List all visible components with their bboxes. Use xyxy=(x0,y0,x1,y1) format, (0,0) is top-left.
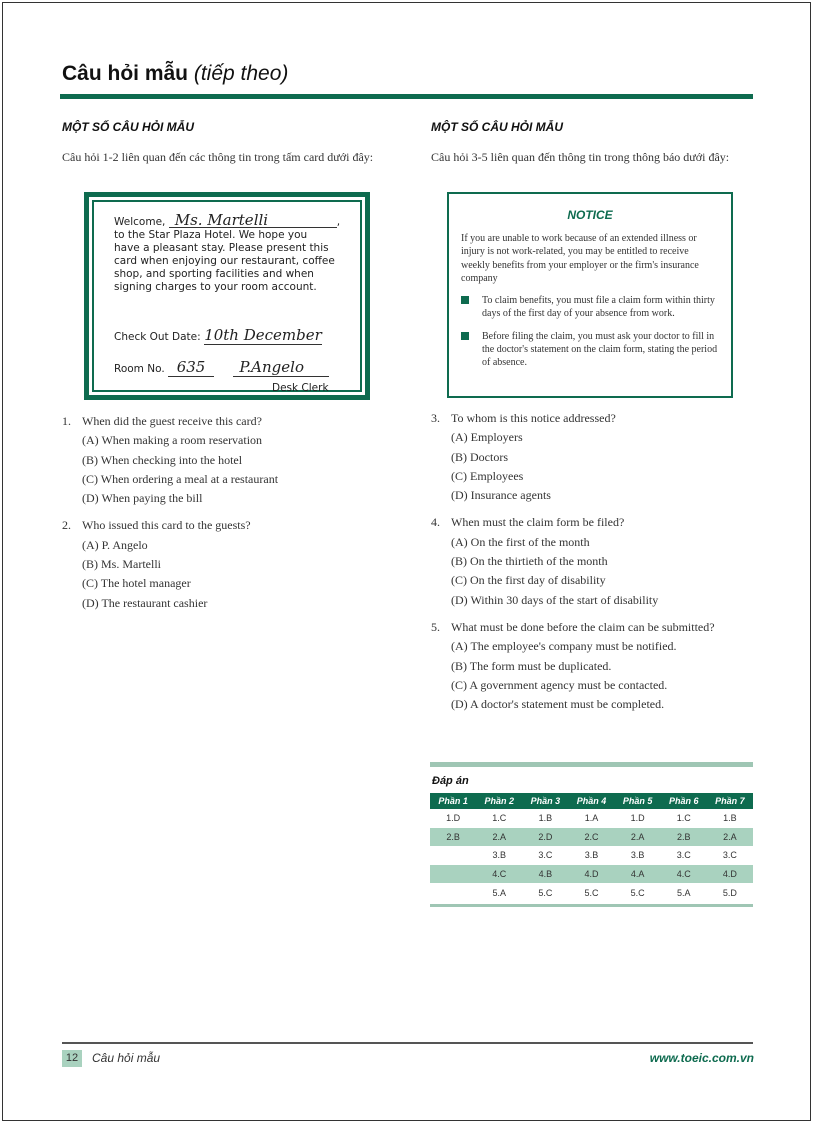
answer-option: (D) A doctor's statement must be completed. xyxy=(451,697,665,712)
table-cell: 2.B xyxy=(430,828,476,847)
column-header: Phần 7 xyxy=(707,793,753,809)
answer-key xyxy=(430,762,753,907)
answer-option: (B) On the thirtieth of the month xyxy=(451,554,608,569)
answer-option: (A) When making a room reservation xyxy=(82,433,263,448)
notice-title: NOTICE xyxy=(567,208,613,222)
question-4 xyxy=(431,513,753,609)
question-text: When did the guest receive this card? xyxy=(82,414,262,428)
table-cell: 5.C xyxy=(584,887,599,898)
question-text: To whom is this notice addressed? xyxy=(451,411,616,425)
question-number: 4. xyxy=(431,515,440,530)
table-cell: 2.A xyxy=(707,828,753,847)
notice-box xyxy=(447,192,733,398)
table-cell: 4.C xyxy=(476,865,522,884)
page-number: 12 xyxy=(62,1050,82,1067)
card-room-row xyxy=(114,358,329,377)
question-5 xyxy=(431,618,753,714)
footer-rule xyxy=(62,1042,753,1044)
column-header: Phần 6 xyxy=(661,793,707,809)
table-cell: 4.D xyxy=(707,865,753,884)
answer-option: (A) The employee's company must be notified. xyxy=(451,639,677,654)
answer-option: (B) The form must be duplicated. xyxy=(451,658,612,673)
footer-label: Câu hỏi mẫu xyxy=(92,1051,161,1065)
question-number: 3. xyxy=(431,411,440,425)
table-cell: 2.A xyxy=(615,828,661,847)
card-comma: , xyxy=(336,216,341,228)
question-1 xyxy=(62,412,384,508)
column-header: Phần 1 xyxy=(430,793,476,809)
table-cell: 2.D xyxy=(522,828,568,847)
card-text-line: to the Star Plaza Hotel. We hope you xyxy=(114,229,308,241)
notice-item-text: To claim benefits, you must file a claim form within thirty days of the first day of your absence from work. xyxy=(482,295,715,320)
answer-option: (D) Within 30 days of the start of disability xyxy=(451,592,659,607)
left-question-list xyxy=(62,412,384,621)
table-cell xyxy=(430,846,476,865)
right-intro: Câu hỏi 3-5 liên quan đến thông tin trong thông báo dưới đây: xyxy=(431,150,730,164)
column-header: Phần 3 xyxy=(522,793,568,809)
table-cell: 3.C xyxy=(722,850,737,861)
left-intro: Câu hỏi 1-2 liên quan đến các thông tin trong tấm card dưới đây: xyxy=(62,150,374,164)
right-section-title: MỘT SỐ CÂU HỎI MẪU xyxy=(431,120,563,134)
table-cell: 4.B xyxy=(522,865,568,884)
card-text-line: signing charges to your room account. xyxy=(114,281,317,293)
card-room-value: 635 xyxy=(168,358,214,377)
question-number: 5. xyxy=(431,619,440,634)
table-cell: 2.B xyxy=(661,828,707,847)
answer-option: (C) A government agency must be contacted. xyxy=(451,677,668,692)
card-room-label: Room No. xyxy=(114,363,165,375)
column-header: Phần 5 xyxy=(615,793,661,809)
table-row xyxy=(430,865,753,884)
table-row xyxy=(430,809,753,828)
table-cell: 3.B xyxy=(584,850,599,861)
table-row xyxy=(430,846,753,865)
question-text: What must be done before the claim can be submitted? xyxy=(451,619,715,634)
card-signature: P.Angelo xyxy=(233,358,329,377)
answer-option: (D) When paying the bill xyxy=(82,491,203,506)
table-cell: 3.B xyxy=(492,850,506,861)
answer-key-table xyxy=(430,793,753,902)
card-text-line: have a pleasant stay. Please present this xyxy=(114,242,329,254)
table-row xyxy=(430,883,753,902)
table-cell: 1.D xyxy=(630,813,645,824)
answer-key-title: Đáp án xyxy=(432,775,469,787)
notice-body: If you are unable to work because of an extended illness or injury is not work-related, you may be entitled to receive weekly benefits from your employer or the firm's insurance company xyxy=(461,233,699,284)
answer-option: (A) P. Angelo xyxy=(82,537,148,552)
answer-option: (C) The hotel manager xyxy=(82,576,191,591)
card-text-line: shop, and sporting facilities and when xyxy=(114,268,314,280)
table-cell: 1.D xyxy=(446,813,461,824)
title-rule xyxy=(60,94,753,99)
answer-option: (D) Insurance agents xyxy=(451,488,551,503)
answer-option: (C) Employees xyxy=(451,468,524,483)
table-cell: 3.C xyxy=(676,850,691,861)
bullet-icon xyxy=(461,296,469,304)
left-section-title: MỘT SỐ CÂU HỎI MẪU xyxy=(62,120,194,134)
notice-item-text: Before filing the claim, you must ask your doctor to fill in the doctor's statement on the claim form, stating the period of absence. xyxy=(482,330,718,369)
table-cell: 3.B xyxy=(630,850,645,861)
answer-key-top-rule xyxy=(430,762,753,767)
footer-website-link[interactable]: www.toeic.com.vn xyxy=(649,1051,754,1065)
question-text: Who issued this card to the guests? xyxy=(82,518,251,533)
table-cell: 1.A xyxy=(584,813,599,824)
table-cell: 1.B xyxy=(538,813,553,824)
answer-option: (C) When ordering a meal at a restaurant xyxy=(82,471,279,486)
answer-option: (B) When checking into the hotel xyxy=(82,452,243,467)
table-cell: 4.D xyxy=(568,865,614,884)
card-welcome-line xyxy=(114,211,350,229)
question-number: 2. xyxy=(62,518,71,533)
table-cell: 1.C xyxy=(492,813,507,824)
table-cell: 4.A xyxy=(615,865,661,884)
card-guest-name: Ms. Martelli xyxy=(169,214,337,228)
question-3 xyxy=(431,409,753,505)
notice-item xyxy=(461,294,719,321)
answer-option: (D) The restaurant cashier xyxy=(82,595,208,610)
card-checkout-row xyxy=(114,326,322,345)
column-header: Phần 4 xyxy=(568,793,614,809)
card-checkout-label: Check Out Date: xyxy=(114,331,201,343)
column-header: Phần 2 xyxy=(476,793,522,809)
table-cell xyxy=(430,865,476,884)
right-question-list xyxy=(431,409,753,722)
table-cell: 5.A xyxy=(492,887,506,898)
page-title-main: Câu hỏi mẫu xyxy=(62,62,189,85)
table-row xyxy=(430,828,753,847)
answer-option: (C) On the first day of disability xyxy=(451,573,606,588)
question-text: When must the claim form be filed? xyxy=(451,515,625,530)
hotel-card-inner xyxy=(92,200,362,392)
answer-option: (A) On the first of the month xyxy=(451,534,590,549)
card-checkout-value: 10th December xyxy=(204,326,322,344)
question-number: 1. xyxy=(62,414,71,428)
table-cell: 5.C xyxy=(630,887,645,898)
card-signature-role: Desk Clerk xyxy=(272,382,329,394)
answer-option: (A) Employers xyxy=(451,430,523,445)
table-cell: 5.D xyxy=(722,887,737,898)
table-cell: 5.A xyxy=(677,887,691,898)
page-title-subtitle: (tiếp theo) xyxy=(193,62,289,85)
table-cell: 2.A xyxy=(476,828,522,847)
right-column xyxy=(431,120,753,712)
page-title xyxy=(62,62,288,86)
answer-key-header-row xyxy=(430,793,753,809)
answer-option: (B) Doctors xyxy=(451,449,508,464)
card-text-line: card when enjoying our restaurant, coffee xyxy=(114,255,335,267)
table-cell: 1.C xyxy=(676,813,691,824)
question-2 xyxy=(62,516,384,612)
table-cell: 5.C xyxy=(538,887,553,898)
table-cell: 2.C xyxy=(568,828,614,847)
left-column xyxy=(62,120,384,610)
table-cell: 1.B xyxy=(723,813,737,824)
bullet-icon xyxy=(461,332,469,340)
answer-key-bottom-rule xyxy=(430,904,753,907)
answer-option: (B) Ms. Martelli xyxy=(82,557,161,572)
table-cell xyxy=(430,883,476,902)
table-cell: 4.C xyxy=(661,865,707,884)
hotel-card xyxy=(84,192,370,400)
table-cell: 3.C xyxy=(538,850,553,861)
notice-item xyxy=(461,330,719,370)
card-welcome-label: Welcome, xyxy=(114,216,166,228)
